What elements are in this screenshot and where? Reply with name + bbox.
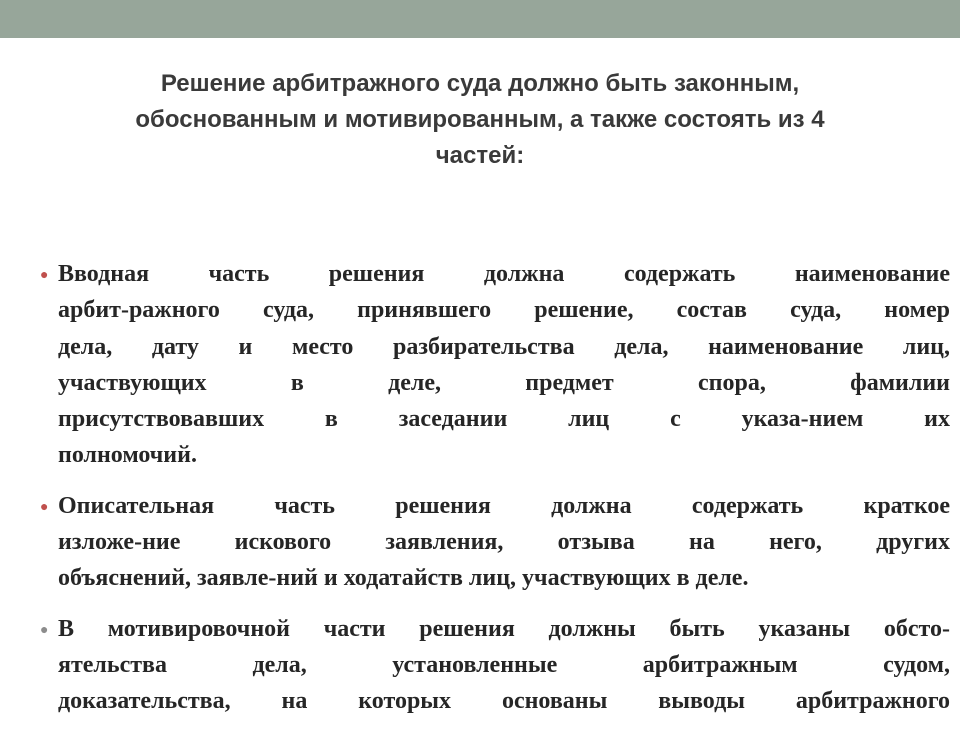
bullet-line: В мотивировочной части решения должны быть указаны обсто- (58, 615, 950, 642)
bullet-line: объяснений, заявле-ний и ходатайств лиц, участвующих в деле. (58, 565, 749, 592)
bullet-text (58, 611, 950, 720)
top-color-band (0, 0, 960, 38)
title-line: частей: (435, 142, 525, 169)
bullet-dot-icon: ● (40, 620, 49, 637)
bullet-line: доказательства, на которых основаны выводы арбитражного (58, 688, 950, 715)
bullet-item-motivational (40, 611, 950, 720)
bullet-line: изложе-ние искового заявления, отзыва на него, других (58, 529, 950, 556)
bullet-line: участвующих в деле, предмет спора, фамилии (58, 369, 950, 396)
title-line: Решение арбитражного суда должно быть законным, (160, 70, 800, 97)
bullet-item-introductory (40, 256, 950, 474)
bullet-line: ятельства дела, установленные арбитражным судом, (58, 651, 950, 678)
bullet-list (40, 256, 950, 734)
bullet-line: присутствовавших в заседании лиц с указа-нием их (58, 406, 950, 433)
bullet-text (58, 256, 950, 474)
bullet-line: арбит-ражного суда, принявшего решение, состав суда, номер (58, 297, 950, 324)
slide-title (10, 66, 950, 174)
bullet-line: дела, дату и место разбирательства дела, наименование лиц, (58, 333, 950, 360)
bullet-item-descriptive (40, 488, 950, 597)
bullet-line: Описательная часть решения должна содержать краткое (58, 492, 950, 519)
bullet-text (58, 488, 950, 597)
title-line: обоснованным и мотивированным, а также состоять из 4 (135, 106, 825, 133)
bullet-line: полномочий. (58, 442, 197, 469)
bullet-line: Вводная часть решения должна содержать наименование (58, 261, 950, 287)
bullet-dot-icon: ● (40, 266, 49, 282)
bullet-dot-icon: ● (40, 497, 49, 514)
